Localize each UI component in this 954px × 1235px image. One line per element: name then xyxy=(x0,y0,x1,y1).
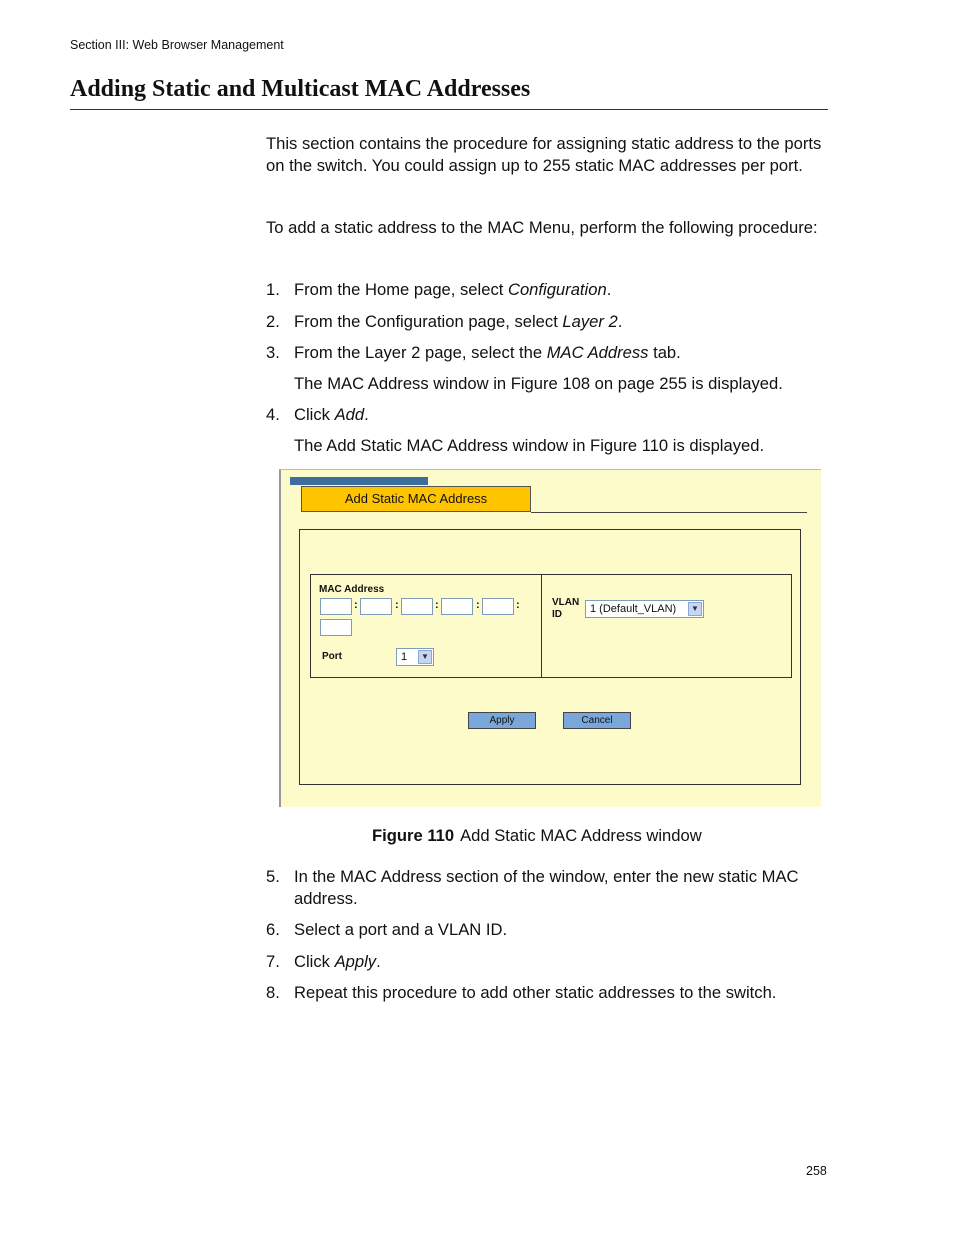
tab-accent-bar xyxy=(290,477,428,485)
mac-octet-1-input[interactable] xyxy=(320,598,352,615)
step-number: 6. xyxy=(266,920,280,939)
mac-octet-3-input[interactable] xyxy=(401,598,433,615)
mac-separator: : xyxy=(395,599,399,611)
mac-separator: : xyxy=(516,599,520,611)
mac-octet-5-input[interactable] xyxy=(482,598,514,615)
port-label: Port xyxy=(322,651,342,662)
mac-address-label: MAC Address xyxy=(319,584,385,595)
step-number: 4. xyxy=(266,405,280,424)
vlan-id-label: VLAN ID xyxy=(552,597,580,620)
chevron-down-icon[interactable]: ▼ xyxy=(418,650,432,664)
mac-octet-4-input[interactable] xyxy=(441,598,473,615)
step-1: From the Home page, select Configuration. xyxy=(294,280,612,299)
page-title: Adding Static and Multicast MAC Addresses xyxy=(70,76,531,102)
mac-separator: : xyxy=(435,599,439,611)
apply-button[interactable]: Apply xyxy=(468,712,536,729)
step-number: 7. xyxy=(266,952,280,971)
title-rule xyxy=(70,109,828,110)
step-number: 1. xyxy=(266,280,280,299)
form-panel xyxy=(299,529,801,785)
step-7: Click Apply. xyxy=(294,952,381,971)
step-number: 8. xyxy=(266,983,280,1002)
figure-caption: Figure 110 Add Static MAC Address window xyxy=(372,826,702,845)
cancel-button[interactable]: Cancel xyxy=(563,712,631,729)
step-number: 2. xyxy=(266,312,280,331)
tab-add-static-mac-address[interactable]: Add Static MAC Address xyxy=(301,486,531,512)
port-select-value: 1 xyxy=(401,651,408,663)
port-select[interactable] xyxy=(396,648,434,666)
intro-paragraph-2: To add a static address to the MAC Menu, perform the following procedure: xyxy=(266,218,818,237)
mac-vlan-table xyxy=(310,574,792,678)
page-number: 258 xyxy=(806,1164,827,1178)
vlan-select[interactable] xyxy=(585,600,704,618)
column-divider xyxy=(541,575,542,677)
step-4-note: The Add Static MAC Address window in Figure 110 is displayed. xyxy=(294,436,765,455)
step-number: 5. xyxy=(266,867,280,886)
mac-separator: : xyxy=(354,599,358,611)
step-3-note: The MAC Address window in Figure 108 on page 255 is displayed. xyxy=(294,374,783,393)
step-number: 3. xyxy=(266,343,280,362)
step-5: In the MAC Address section of the window, enter the new static MAC address. xyxy=(294,867,799,908)
vlan-select-value: 1 (Default_VLAN) xyxy=(590,603,677,615)
mac-separator: : xyxy=(476,599,480,611)
intro-paragraph-1: This section contains the procedure for assigning static address to the ports on the switch. You could assign up to 255 static MAC addresses per port. xyxy=(266,134,822,175)
step-8: Repeat this procedure to add other static addresses to the switch. xyxy=(294,983,777,1002)
tab-underline xyxy=(531,512,807,513)
chevron-down-icon[interactable]: ▼ xyxy=(688,602,702,616)
step-3: From the Layer 2 page, select the MAC Address tab. xyxy=(294,343,681,362)
step-4: Click Add. xyxy=(294,405,369,424)
mac-octet-6-input[interactable] xyxy=(320,619,352,636)
step-2: From the Configuration page, select Layer 2. xyxy=(294,312,623,331)
mac-octet-2-input[interactable] xyxy=(360,598,392,615)
running-header: Section III: Web Browser Management xyxy=(70,38,284,52)
add-static-mac-screenshot xyxy=(279,469,821,807)
step-6: Select a port and a VLAN ID. xyxy=(294,920,508,939)
